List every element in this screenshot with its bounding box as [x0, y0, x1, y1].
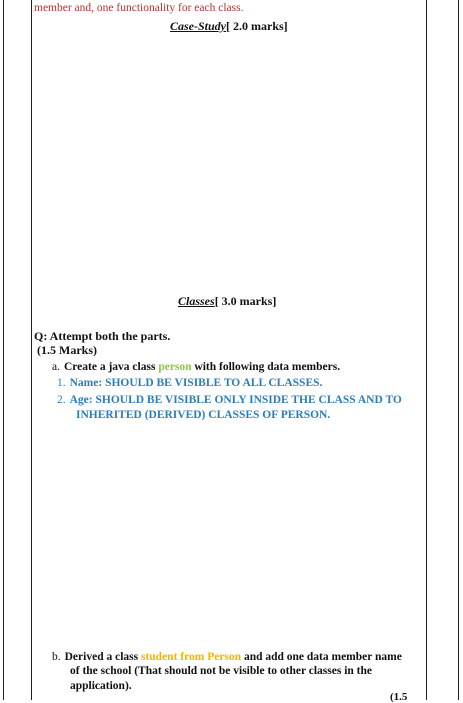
data-member-age-continuation: INHERITED (DERIVED) CLASSES OF PERSON. — [76, 409, 331, 421]
data-member-name — [57, 377, 322, 389]
classes-marks: [ 3.0 marks] — [214, 294, 277, 308]
part-a-text-before: Create a java class — [63, 361, 159, 373]
part-b-class-name: student from Person — [140, 651, 242, 663]
table-border-inner-left — [31, 0, 32, 700]
part-a — [52, 361, 340, 373]
case-study-heading — [170, 19, 288, 34]
table-border-inner-right — [426, 0, 427, 700]
part-a-class-name: person — [158, 361, 192, 373]
case-study-marks: [ 2.0 marks] — [226, 19, 288, 33]
classes-title: Classes — [178, 294, 215, 308]
item-1-marker: 1. — [57, 377, 66, 389]
part-a-marker: a. — [52, 361, 60, 373]
case-study-title: Case-Study — [170, 19, 227, 33]
item-2-text: Age: SHOULD BE VISIBLE ONLY INSIDE THE CLASS AND TO — [69, 394, 402, 406]
part-b-marks-fragment: (1.5 — [390, 691, 408, 703]
question-instruction: Q: Attempt both the parts. — [34, 329, 171, 343]
question-marks: (1.5 Marks) — [37, 343, 97, 357]
part-a-text-after: with following data members. — [191, 361, 341, 373]
part-b-line-3: application). — [70, 680, 132, 692]
table-border-left — [3, 0, 4, 700]
classes-heading — [178, 294, 276, 309]
data-member-age — [57, 394, 402, 406]
part-b-marker: b. — [52, 651, 61, 663]
part-b-line-2: of the school (That should not be visible to other classes in the — [70, 665, 373, 677]
item-1-text: Name: SHOULD BE VISIBLE TO ALL CLASSES. — [69, 377, 323, 389]
item-2-marker: 2. — [57, 394, 66, 406]
requirement-text: member and, one functionality for each class. — [34, 2, 244, 14]
part-b-text-after: and add one data member name — [241, 651, 402, 663]
part-b-text-before: Derived a class — [64, 651, 141, 663]
part-b — [52, 651, 402, 663]
table-border-right — [458, 0, 459, 700]
